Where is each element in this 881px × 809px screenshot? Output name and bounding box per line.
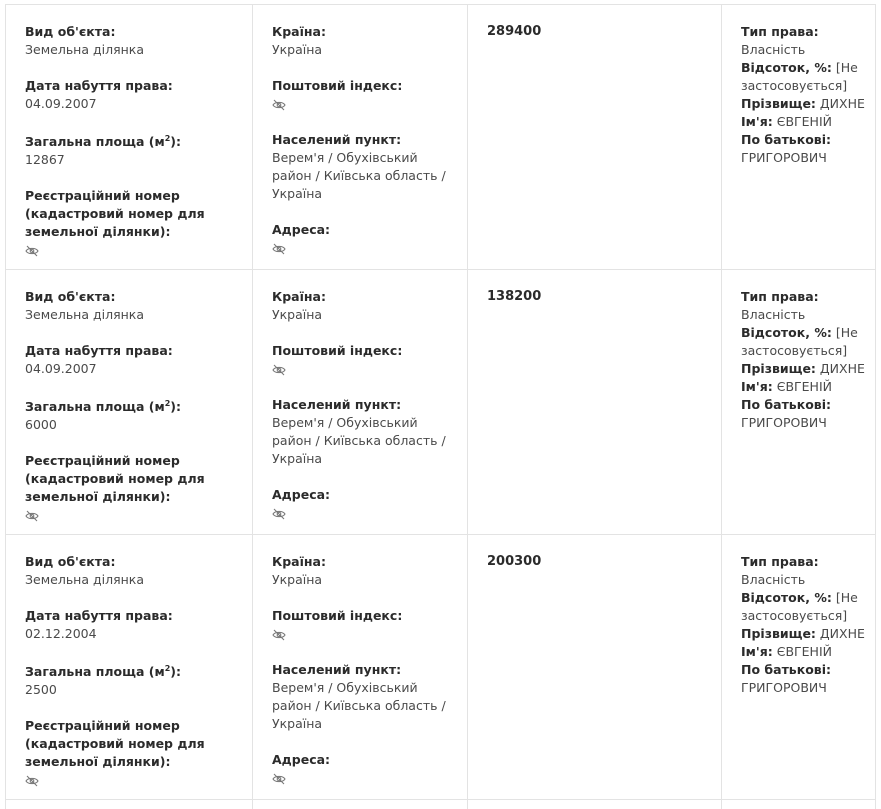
acquired-date-value: 04.09.2007	[25, 96, 97, 111]
patronymic-value: ГРИГОРОВИЧ	[741, 680, 827, 695]
area-label-suffix: ):	[170, 664, 181, 679]
settlement-label: Населений пункт:	[272, 397, 402, 412]
table-row	[6, 534, 875, 799]
right-type-value: Власність	[741, 572, 806, 587]
valuation-cell	[468, 535, 722, 799]
area-label-text: Загальна площа (м	[25, 664, 165, 679]
right-type-label: Тип права:	[741, 554, 819, 569]
settlement-line-1: Верем'я / Обухівський	[272, 150, 418, 165]
share-value: [Не	[835, 60, 858, 75]
object-type-value: Земельна ділянка	[25, 42, 144, 57]
cadastral-label-line-2: (кадастровий номер для	[25, 471, 205, 486]
share-line	[741, 324, 858, 342]
surname-line	[741, 625, 865, 643]
right-type-label: Тип права:	[741, 289, 819, 304]
country-label: Країна:	[272, 554, 326, 569]
address-label: Адреса:	[272, 752, 331, 767]
object-type-value: Земельна ділянка	[25, 307, 144, 322]
area-label	[25, 663, 181, 681]
object-cell	[6, 5, 253, 269]
eye-slash-icon[interactable]	[272, 361, 286, 373]
surname-value: ДИХНЕ	[819, 96, 865, 111]
postal-code-label: Поштовий індекс:	[272, 608, 403, 623]
postal-code-label: Поштовий індекс:	[272, 78, 403, 93]
country-label: Країна:	[272, 24, 326, 39]
area-unit-sup: 2	[164, 398, 171, 408]
share-line	[741, 59, 858, 77]
area-value: 2500	[25, 682, 57, 697]
rights-cell	[722, 5, 875, 269]
first-name-label: Ім'я:	[741, 379, 773, 394]
cadastral-label-line-3: земельної ділянки):	[25, 489, 171, 504]
eye-slash-icon[interactable]	[272, 505, 286, 517]
country-value: Україна	[272, 307, 323, 322]
postal-code-label: Поштовий індекс:	[272, 343, 403, 358]
share-value-cont: застосовується]	[741, 78, 848, 93]
first-name-label: Ім'я:	[741, 644, 773, 659]
settlement-line-2: район / Київська область /	[272, 433, 446, 448]
cadastral-label-line-1: Реєстраційний номер	[25, 188, 180, 203]
settlement-line-1: Верем'я / Обухівський	[272, 680, 418, 695]
settlement-label: Населений пункт:	[272, 132, 402, 147]
acquired-date-label: Дата набуття права:	[25, 343, 173, 358]
object-cell	[6, 535, 253, 799]
object-type-label: Вид об'єкта:	[25, 24, 116, 39]
first-name-value: ЄВГЕНІЙ	[776, 114, 832, 129]
surname-line	[741, 95, 865, 113]
area-label-text: Загальна площа (м	[25, 134, 165, 149]
eye-slash-icon[interactable]	[272, 626, 286, 638]
surname-label: Прізвище:	[741, 96, 816, 111]
object-type-label: Вид об'єкта:	[25, 289, 116, 304]
acquired-date-value: 02.12.2004	[25, 626, 97, 641]
acquired-date-label: Дата набуття права:	[25, 608, 173, 623]
cadastral-label-line-1: Реєстраційний номер	[25, 718, 180, 733]
area-unit-sup: 2	[164, 133, 171, 143]
share-value: [Не	[835, 325, 858, 340]
area-unit-sup: 2	[164, 663, 171, 673]
surname-value: ДИХНЕ	[819, 361, 865, 376]
cadastral-label-line-2: (кадастровий номер для	[25, 736, 205, 751]
area-label-suffix: ):	[170, 134, 181, 149]
name-line	[741, 113, 832, 131]
area-label	[25, 398, 181, 416]
settlement-line-1: Верем'я / Обухівський	[272, 415, 418, 430]
eye-slash-icon[interactable]	[25, 507, 39, 519]
settlement-line-2: район / Київська область /	[272, 168, 446, 183]
eye-slash-icon[interactable]	[25, 772, 39, 784]
cadastral-label-line-2: (кадастровий номер для	[25, 206, 205, 221]
area-value: 12867	[25, 152, 65, 167]
surname-line	[741, 360, 865, 378]
acquired-date-value: 04.09.2007	[25, 361, 97, 376]
object-type-value: Земельна ділянка	[25, 572, 144, 587]
valuation-cell	[468, 270, 722, 534]
share-value-cont: застосовується]	[741, 343, 848, 358]
patronymic-label: По батькові:	[741, 397, 831, 412]
settlement-label: Населений пункт:	[272, 662, 402, 677]
share-label: Відсоток, %:	[741, 325, 832, 340]
address-label: Адреса:	[272, 487, 331, 502]
area-label	[25, 133, 181, 151]
rights-cell	[722, 270, 875, 534]
country-value: Україна	[272, 42, 323, 57]
property-table	[5, 4, 876, 809]
eye-slash-icon[interactable]	[272, 240, 286, 252]
valuation-value: 200300	[487, 554, 542, 569]
location-cell	[253, 270, 468, 534]
first-name-value: ЄВГЕНІЙ	[776, 379, 832, 394]
name-line	[741, 378, 832, 396]
patronymic-value: ГРИГОРОВИЧ	[741, 150, 827, 165]
share-label: Відсоток, %:	[741, 590, 832, 605]
share-value-cont: застосовується]	[741, 608, 848, 623]
eye-slash-icon[interactable]	[272, 770, 286, 782]
right-type-value: Власність	[741, 42, 806, 57]
country-value: Україна	[272, 572, 323, 587]
share-value: [Не	[835, 590, 858, 605]
right-type-label: Тип права:	[741, 24, 819, 39]
right-type-value: Власність	[741, 307, 806, 322]
cadastral-label-line-1: Реєстраційний номер	[25, 453, 180, 468]
object-cell	[6, 270, 253, 534]
location-cell	[253, 535, 468, 799]
settlement-line-3: Україна	[272, 716, 323, 731]
area-label-text: Загальна площа (м	[25, 399, 165, 414]
table-row	[6, 269, 875, 534]
eye-slash-icon[interactable]	[25, 242, 39, 254]
patronymic-value: ГРИГОРОВИЧ	[741, 415, 827, 430]
settlement-line-3: Україна	[272, 451, 323, 466]
share-line	[741, 589, 858, 607]
location-cell	[253, 5, 468, 269]
object-type-label: Вид об'єкта:	[25, 554, 116, 569]
cadastral-label-line-3: земельної ділянки):	[25, 224, 171, 239]
first-name-value: ЄВГЕНІЙ	[776, 644, 832, 659]
valuation-value: 289400	[487, 24, 542, 39]
area-label-suffix: ):	[170, 399, 181, 414]
country-label: Країна:	[272, 289, 326, 304]
settlement-line-2: район / Київська область /	[272, 698, 446, 713]
area-value: 6000	[25, 417, 57, 432]
settlement-line-3: Україна	[272, 186, 323, 201]
patronymic-label: По батькові:	[741, 662, 831, 677]
surname-label: Прізвище:	[741, 626, 816, 641]
acquired-date-label: Дата набуття права:	[25, 78, 173, 93]
address-label: Адреса:	[272, 222, 331, 237]
share-label: Відсоток, %:	[741, 60, 832, 75]
surname-value: ДИХНЕ	[819, 626, 865, 641]
patronymic-label: По батькові:	[741, 132, 831, 147]
first-name-label: Ім'я:	[741, 114, 773, 129]
valuation-cell	[468, 5, 722, 269]
rights-cell	[722, 535, 875, 799]
cadastral-label-line-3: земельної ділянки):	[25, 754, 171, 769]
eye-slash-icon[interactable]	[272, 96, 286, 108]
valuation-value: 138200	[487, 289, 542, 304]
table-row	[6, 4, 875, 269]
name-line	[741, 643, 832, 661]
surname-label: Прізвище:	[741, 361, 816, 376]
